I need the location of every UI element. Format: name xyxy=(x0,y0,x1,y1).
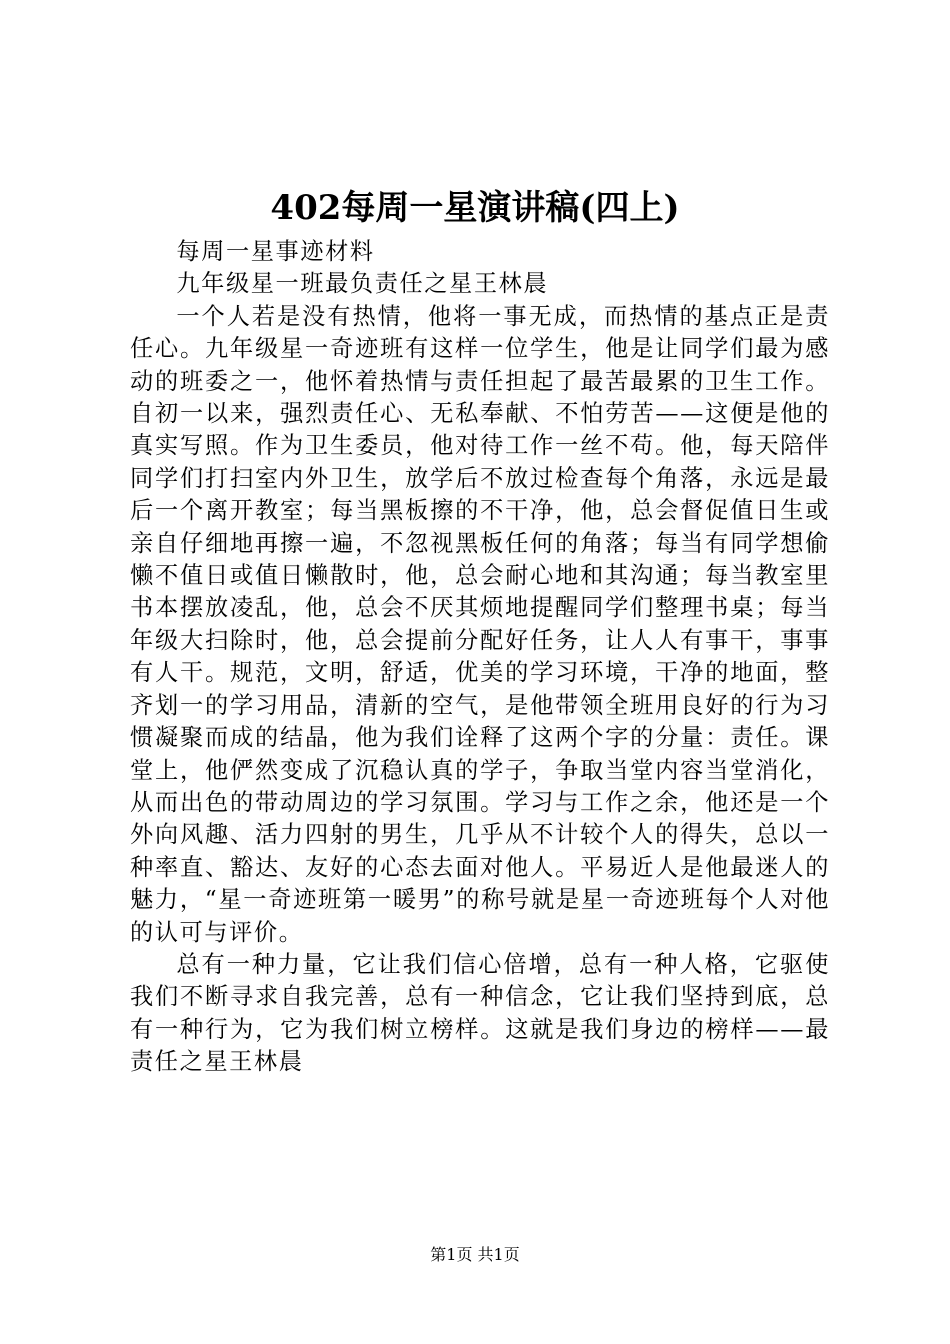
document-title: 402每周一星演讲稿(四上) xyxy=(270,188,680,228)
paragraph-heading: 每周一星事迹材料 xyxy=(176,238,375,265)
page-footer: 第1页 共1页 xyxy=(430,1245,520,1264)
paragraph-subheading: 九年级星一班最负责任之星王林晨 xyxy=(176,270,549,298)
paragraph-closing: 总有一种力量，它让我们信心倍增，总有一种人格，它驱使我们不断寻求自我完善，总有一种信念，它让我们坚持到底，总有一种行为，它为我们树立榜样。这就是我们身边的榜样——最责任之星王林晨 xyxy=(130,950,831,1076)
document-body xyxy=(130,236,830,1079)
paragraph-main: 一个人若是没有热情，他将一事无成，而热情的基点正是责任心。九年级星一奇迹班有这样一位学生，他是让同学们最为感动的班委之一，他怀着热情与责任担起了最苦最累的卫生工作。自初一以来，强烈责任心、无私奉献、不怕劳苦——这便是他的真实写照。作为卫生委员，他对待工作一丝不苟。他，每天陪伴同学们打扫室内外卫生，放学后不放过检查每个角落，永远是最后一个离开教室；每当黑板擦的不干净，他，总会督促值日生或亲自仔细地再擦一遍，不忽视黑板任何的角落；每当有同学想偷懒不值日或值日懒散时，他，总会耐心地和其沟通；每当教室里书本摆放凌乱，他，总会不厌其烦地提醒同学们整理书桌；每当年级大扫除时，他，总会提前分配好任务，让人人有事干，事事有人干。规范，文明，舒适，优美的学习环境，干净的地面，整齐划一的学习用品，清新的空气，是他带领全班用良好的行为习惯凝聚而成的结晶，他为我们诠释了这两个字的分量：责任。课堂上，他俨然变成了沉稳认真的学子，争取当堂内容当堂消化，从而出色的带动周边的学习氛围。学习与工作之余，他还是一个外向风趣、活力四射的男生，几乎从不计较个人的得失，总以一种率直、豁达、友好的心态去面对他人。平易近人是他最迷人的魅力，“星一奇迹班第一暖男”的称号就是星一奇迹班每个人对他的认可与评价。 xyxy=(130,302,831,946)
